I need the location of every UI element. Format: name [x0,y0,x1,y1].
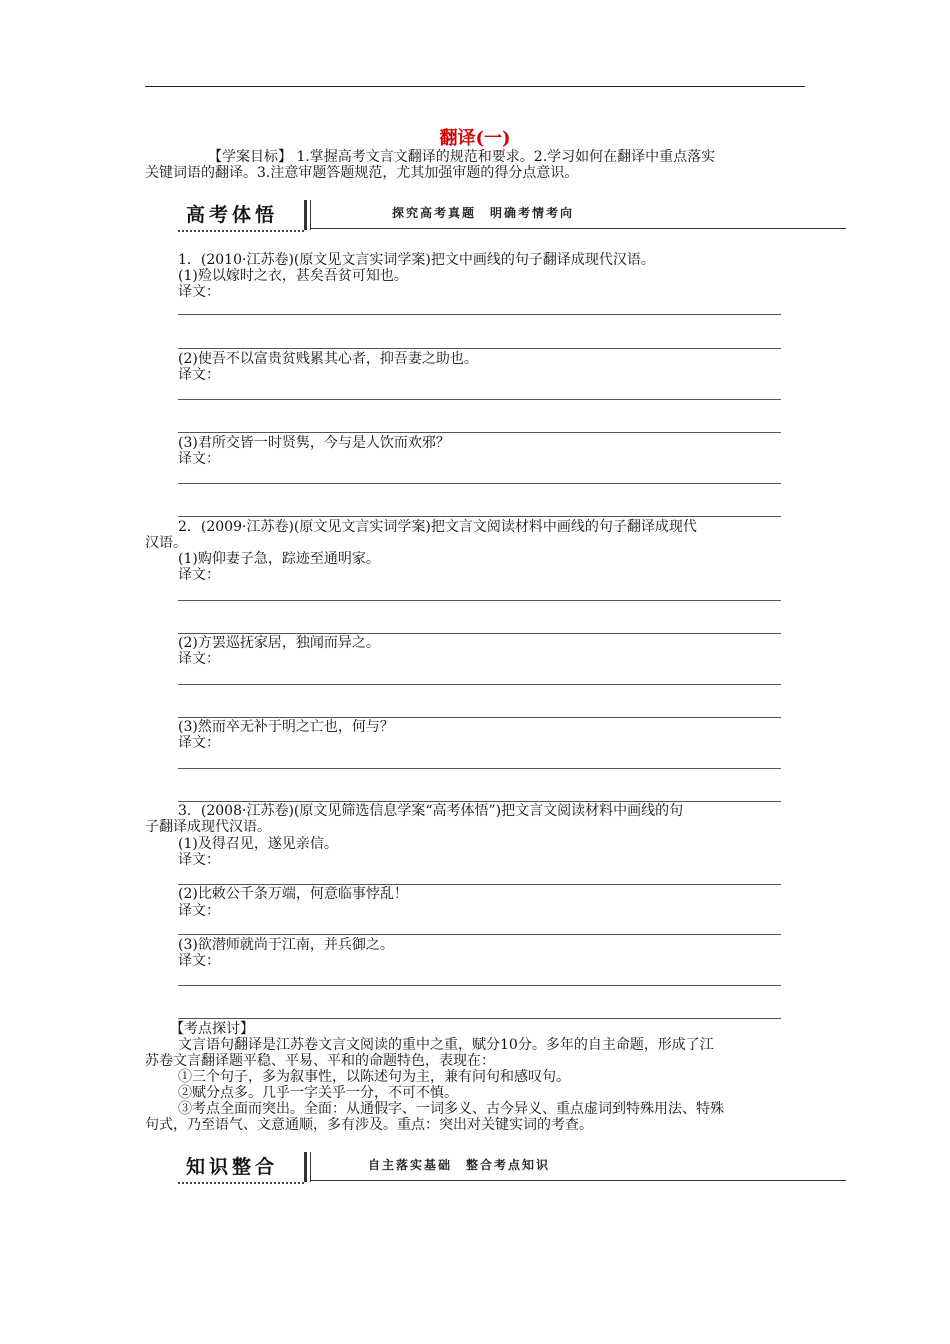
q2-sentence-2: (2)方罢巡抚家居，独闻而异之。 [178,635,380,651]
q3-yiwen-3: 译文： [178,953,220,969]
q3-sentence-1: (1)及得召见，遂见亲信。 [178,836,338,852]
answer-line[interactable] [178,1018,781,1019]
q3-yiwen-2: 译文： [178,903,220,919]
answer-line[interactable] [178,399,781,400]
analysis-item-2: ②赋分点多。几乎一字关乎一分，不可不慎。 [178,1085,458,1101]
objectives-text-1: 1.掌握高考文言文翻译的规范和要求。2.学习如何在翻译中重点落实 [296,149,716,165]
objectives-text-2: 关键词语的翻译。3.注意审题答题规范，尤其加强审题的得分点意识。 [145,165,579,181]
answer-line[interactable] [178,985,781,986]
objectives-label: 【学案目标】 [208,149,292,165]
q1-yiwen-2: 译文： [178,367,220,383]
answer-line[interactable] [178,432,781,433]
analysis-item-1: ①三个句子，多为叙事性，以陈述句为主，兼有问句和感叹句。 [178,1069,570,1085]
section-banner-zhishi [178,1152,846,1186]
answer-line[interactable] [178,516,781,517]
analysis-heading: 【考点探讨】 [170,1021,254,1037]
analysis-item-3-line2: 句式，乃至语气、文意通顺，多有涉及。重点：突出对关键实词的考查。 [145,1117,593,1133]
answer-line[interactable] [178,348,781,349]
answer-line[interactable] [178,884,781,885]
q1-head: 1．(2010·江苏卷)(原文见文言实词学案)把文中画线的句子翻译成现代汉语。 [178,252,655,268]
answer-line[interactable] [178,801,781,802]
answer-line[interactable] [178,684,781,685]
banner-subtitle: 自主落实基础 整合考点知识 [368,1158,551,1172]
q3-yiwen-1: 译文： [178,852,220,868]
banner-title: 知识整合 [186,1156,279,1178]
banner-title: 高考体悟 [186,204,279,226]
analysis-item-3-line1: ③考点全面而突出。全面：从通假字、一词多义、古今异义、重点虚词到特殊用法、特殊 [178,1101,724,1117]
answer-line[interactable] [178,768,781,769]
section-banner-gaokao [178,200,846,234]
q1-yiwen-1: 译文： [178,284,220,300]
answer-line[interactable] [178,483,781,484]
q2-yiwen-3: 译文： [178,735,220,751]
analysis-p1-line1: 文言语句翻译是江苏卷文言文阅读的重中之重，赋分10分。多年的自主命题，形成了江 [178,1037,714,1053]
q2-yiwen-1: 译文： [178,567,220,583]
banner-subtitle: 探究高考真题 明确考情考向 [392,206,575,220]
objectives [208,149,715,165]
q2-head-1: 2．(2009·江苏卷)(原文见文言实词学案)把文言文阅读材料中画线的句子翻译成现代 [178,519,697,535]
q1-sentence-1: (1)殓以嫁时之衣，甚矣吾贫可知也。 [178,268,408,284]
q2-sentence-1: (1)购仰妻子急，踪迹至通明家。 [178,551,380,567]
answer-line[interactable] [178,314,781,315]
q3-head-1: 3．(2008·江苏卷)(原文见筛选信息学案“高考体悟”)把文言文阅读材料中画线的句 [178,803,684,819]
q1-sentence-2: (2)使吾不以富贵贫贱累其心者，抑吾妻之助也。 [178,351,478,367]
answer-line[interactable] [178,633,781,634]
analysis-p1-line2: 苏卷文言翻译题平稳、平易、平和的命题特色，表现在： [145,1053,495,1069]
q3-sentence-3: (3)欲潜师就尚于江南，并兵御之。 [178,937,394,953]
q3-sentence-2: (2)比敕公千条万端，何意临事悖乱！ [178,886,408,902]
q1-sentence-3: (3)君所交皆一时贤隽，今与是人饮而欢邪？ [178,435,450,451]
q1-yiwen-3: 译文： [178,451,220,467]
answer-line[interactable] [178,934,781,935]
q2-yiwen-2: 译文： [178,651,220,667]
top-rule [145,86,805,87]
answer-line[interactable] [178,717,781,718]
q3-head-2: 子翻译成现代汉语。 [145,819,271,835]
q2-sentence-3: (3)然而卒无补于明之亡也，何与？ [178,719,394,735]
answer-line[interactable] [178,600,781,601]
page-title: 翻译(一) [439,128,511,149]
q2-head-2: 汉语。 [145,535,187,551]
